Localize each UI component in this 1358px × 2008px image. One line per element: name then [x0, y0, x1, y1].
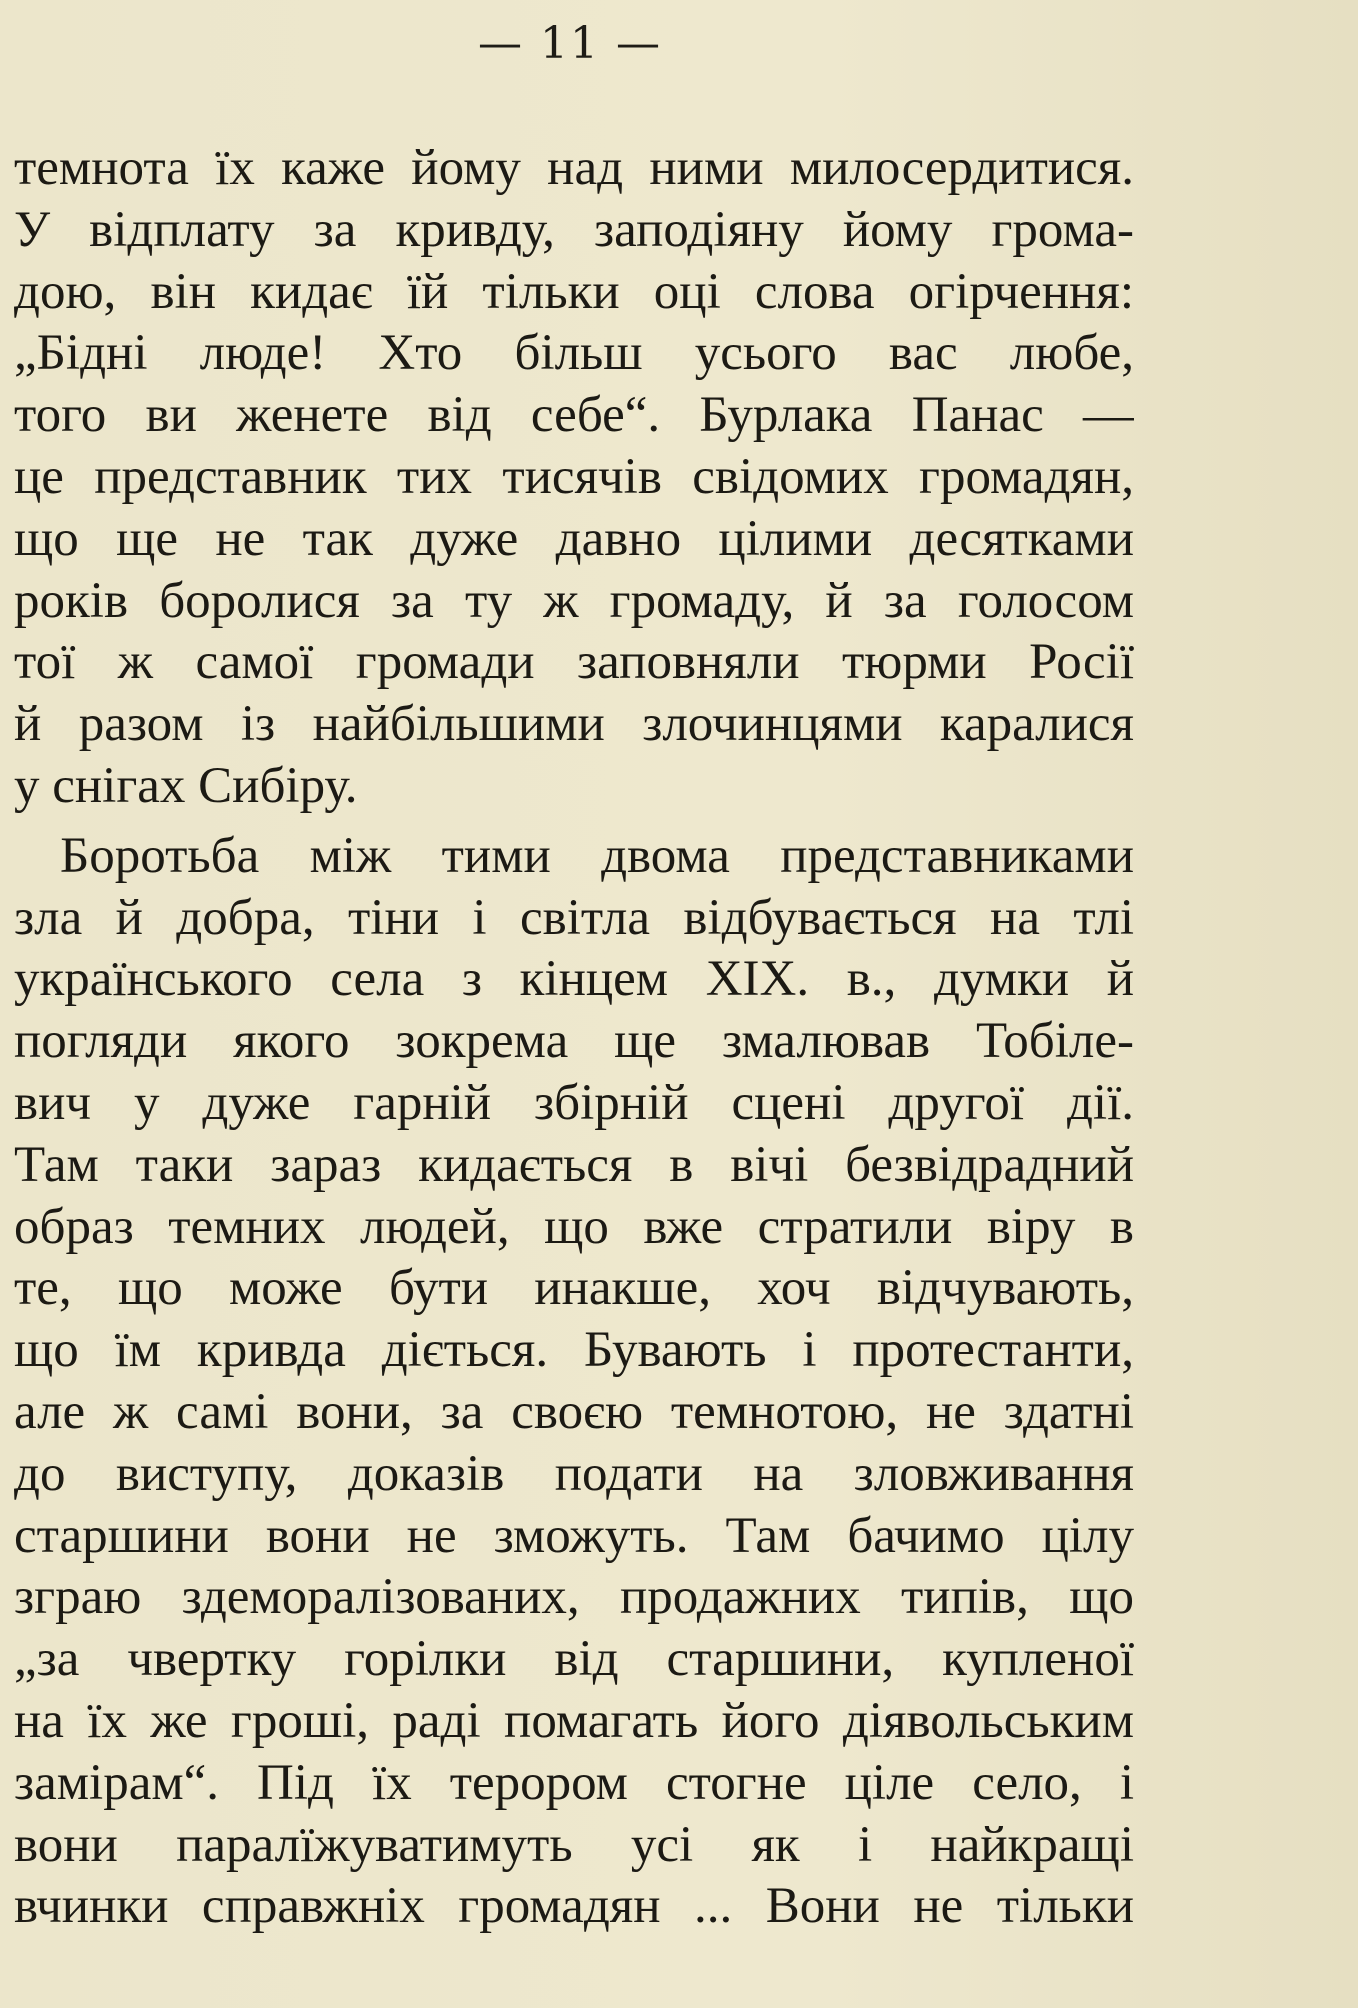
text-line: тої ж самої громади заповняли тюрми Росії: [14, 634, 1134, 691]
text-line: Там таки зараз кидається в вічі безвідрадний: [14, 1136, 1134, 1193]
text-line: „Бідні люде! Хто більш усього вас любе,: [14, 325, 1134, 382]
text-line: темнота їх каже йому над ними милосердитися.: [14, 140, 1134, 196]
text-line: Боротьба між тими двома представниками: [60, 827, 1134, 884]
text-line: що їм кривда діється. Бувають і протестанти,: [14, 1322, 1134, 1379]
paragraph-1: [14, 138, 1134, 818]
text-line: вони паралїжуватимуть усі як і найкращі: [14, 1816, 1134, 1873]
text-line: до виступу, доказів подати на зловживання: [14, 1445, 1134, 1502]
text-line: у снігах Сибіру.: [14, 757, 358, 814]
body-text: [14, 138, 1134, 1938]
text-line: вич у дуже гарній збірній сцені другої дії.: [14, 1074, 1134, 1131]
text-line: того ви женете від себе“. Бурлака Панас —: [14, 387, 1134, 444]
text-line: але ж самі вони, за своєю темнотою, не здатні: [14, 1383, 1134, 1440]
page-number: — 11 —: [478, 18, 662, 69]
text-line: те, що може бути инакше, хоч відчувають,: [14, 1260, 1134, 1317]
text-line: старшини вони не зможуть. Там бачимо цілу: [14, 1507, 1134, 1564]
text-line: У відплату за кривду, заподіяну йому грома-: [14, 201, 1134, 258]
text-line: років боролися за ту ж громаду, й за голосом: [14, 572, 1134, 629]
text-line: зла й добра, тіни і світла відбувається на тлі: [14, 889, 1134, 946]
text-line: це представник тих тисячів свідомих громадян,: [14, 448, 1134, 505]
text-line: „за чвертку горілки від старшини, купленої: [14, 1631, 1134, 1688]
text-line: дою, він кидає їй тільки оці слова огірчення:: [14, 263, 1134, 320]
text-line: образ темних людей, що вже стратили віру в: [14, 1198, 1134, 1255]
text-line: що ще не так дуже давно цілими десятками: [14, 510, 1134, 567]
text-line: українського села з кінцем XIX. в., думки й: [14, 951, 1134, 1008]
text-line: й разом із найбільшими злочинцями каралися: [14, 696, 1134, 753]
text-line: вчинки справжніх громадян ... Вони не тільки: [14, 1878, 1134, 1935]
paragraph-2: [14, 826, 1134, 1938]
paragraph-gap: [14, 818, 1134, 826]
text-line: на їх же гроші, раді помагать його діявольським: [14, 1692, 1134, 1749]
text-line: погляди якого зокрема ще змалював Тобіле-: [14, 1013, 1134, 1070]
text-line: зграю здеморалізованих, продажних типів, що: [14, 1569, 1134, 1626]
text-line: замірам“. Під їх терором стогне ціле село, і: [14, 1754, 1134, 1811]
